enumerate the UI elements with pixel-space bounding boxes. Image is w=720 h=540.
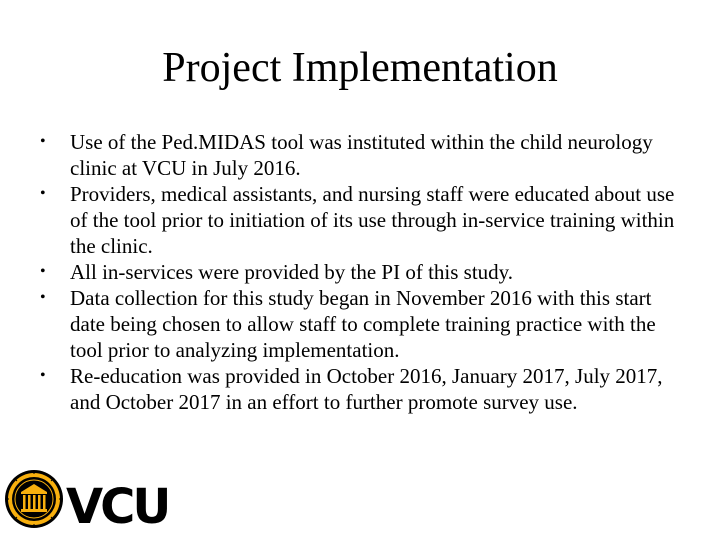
bullet-text: All in-services were provided by the PI of this study. [70,260,514,284]
slide-title: Project Implementation [162,45,558,91]
bullet-item [40,181,680,259]
vcu-wordmark: VCU [66,479,169,535]
bullet-dot-icon: • [40,367,46,384]
bullet-list [40,129,680,415]
bullet-text: Use of the Ped.MIDAS tool was instituted within the child neurology clinic at VCU in July 2016. [70,130,653,180]
bullet-dot-icon: • [40,133,46,150]
bullet-item [40,363,680,415]
bullet-dot-icon: • [40,263,46,280]
bullet-text: Providers, medical assistants, and nursing staff were educated about use of the tool prior to initiation of its use through in-service training within the clinic. [70,182,675,258]
bullet-dot-icon: • [40,185,46,202]
bullet-text: Re-education was provided in October 2016, January 2017, July 2017, and October 2017 in an effort to further promote survey use. [70,364,663,414]
bullet-item [40,129,680,181]
bullet-dot-icon: • [40,289,46,306]
bullet-item [40,259,680,285]
vcu-logo [4,467,169,535]
bullet-item [40,285,680,363]
vcu-seal-icon [4,467,169,535]
bullet-text: Data collection for this study began in November 2016 with this start date being chosen to allow staff to complete training practice with the tool prior to analyzing implementation. [70,286,656,362]
